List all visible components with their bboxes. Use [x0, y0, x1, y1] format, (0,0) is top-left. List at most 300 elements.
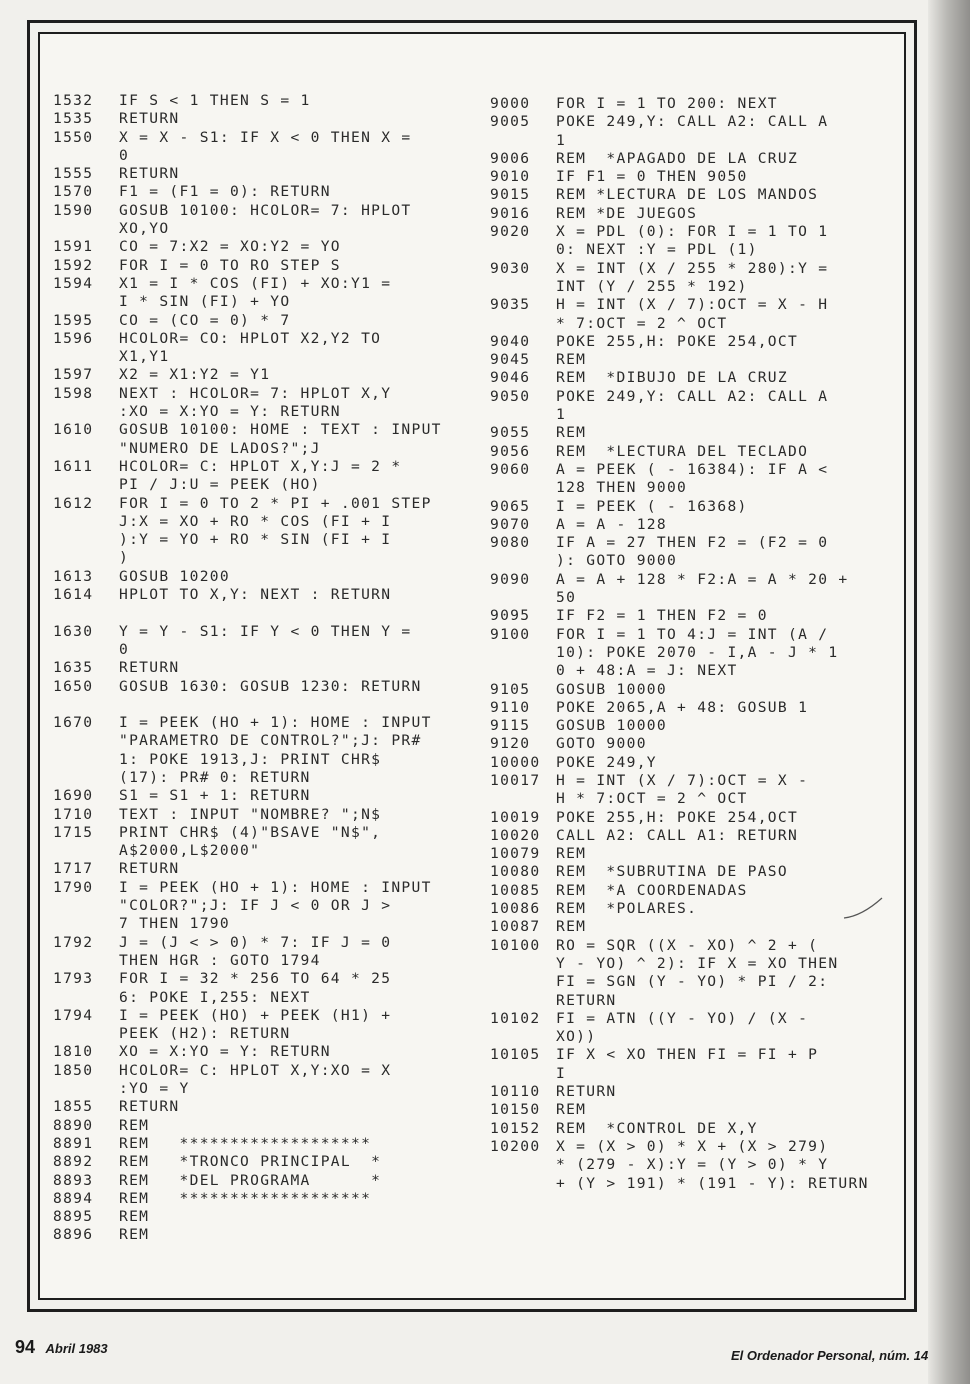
line-number: 1690: [53, 787, 94, 805]
line-number: 1630: [53, 622, 94, 640]
code-text: ):Y = YO + RO * SIN (FI + I: [119, 531, 392, 549]
line-number: 9080: [490, 534, 531, 552]
line-number: 1612: [53, 494, 94, 512]
code-line: [490, 1156, 869, 1174]
code-text: X = INT (X / 255 * 280):Y =: [556, 259, 829, 277]
code-text: IF X < XO THEN FI = FI + P: [556, 1046, 819, 1064]
code-line: [490, 534, 869, 552]
code-text: X = X - S1: IF X < 0 THEN X =: [119, 128, 412, 146]
code-text: REM: [556, 1101, 587, 1119]
code-text: * 7:OCT = 2 ^ OCT: [556, 314, 728, 332]
code-text: PRINT CHR$ (4)"BSAVE "N$",: [119, 823, 382, 841]
line-number: 10200: [490, 1137, 541, 1155]
code-line: [490, 479, 869, 497]
code-text: GOSUB 10100: HOME : TEXT : INPUT: [119, 421, 442, 439]
line-number: 1790: [53, 878, 94, 896]
code-text: INT (Y / 255 * 192): [556, 277, 748, 295]
code-line: [53, 1117, 442, 1135]
code-line: [490, 973, 869, 991]
line-number: 8890: [53, 1116, 94, 1134]
code-line: [490, 918, 869, 936]
code-text: POKE 255,H: POKE 254,OCT: [556, 332, 799, 350]
code-text: IF S < 1 THEN S = 1: [119, 92, 311, 109]
code-text: XO)): [556, 1028, 597, 1046]
code-text: (17): PR# 0: RETURN: [119, 768, 311, 786]
code-line: [490, 498, 869, 516]
code-line: [490, 388, 869, 406]
listing-column-left: [53, 92, 442, 1245]
line-number: 1855: [53, 1098, 94, 1116]
code-text: REM *******************: [119, 1189, 372, 1207]
line-number: 1532: [53, 92, 94, 109]
line-number: 10020: [490, 826, 541, 844]
code-text: 1: POKE 1913,J: PRINT CHR$: [119, 750, 382, 768]
code-line: [53, 860, 442, 878]
code-line: [53, 952, 442, 970]
code-line: [490, 571, 869, 589]
line-number: 9100: [490, 625, 531, 643]
code-text: RETURN: [119, 110, 180, 128]
line-number: 1591: [53, 238, 94, 256]
code-text: PEEK (H2): RETURN: [119, 1025, 291, 1043]
line-number: 10017: [490, 771, 541, 789]
line-number: 10087: [490, 918, 541, 936]
line-number: 9115: [490, 717, 531, 735]
code-line: [53, 806, 442, 824]
code-line: [53, 312, 442, 330]
code-line: [490, 1046, 869, 1064]
code-line: [490, 516, 869, 534]
code-text: XO = X:YO = Y: RETURN: [119, 1043, 331, 1061]
line-number: 10019: [490, 808, 541, 826]
code-text: REM: [556, 918, 587, 936]
line-number: 8895: [53, 1208, 94, 1226]
line-number: 1810: [53, 1043, 94, 1061]
code-text: J:X = XO + RO * COS (FI + I: [119, 512, 392, 530]
code-line: [53, 1080, 442, 1098]
code-line: [490, 900, 869, 918]
code-text: X = PDL (0): FOR I = 1 TO 1: [556, 223, 829, 241]
code-line: [490, 735, 869, 753]
line-number: 10000: [490, 753, 541, 771]
code-line: [53, 604, 442, 622]
code-line: [53, 1190, 442, 1208]
code-text: IF F1 = 0 THEN 9050: [556, 168, 748, 186]
code-line: [490, 424, 869, 442]
code-line: [53, 678, 442, 696]
code-line: [53, 220, 442, 238]
line-number: 1610: [53, 421, 94, 439]
code-line: [490, 296, 869, 314]
code-text: "PARAMETRO DE CONTROL?";J: PR#: [119, 732, 422, 750]
code-line: [53, 403, 442, 421]
code-text: IF A = 27 THEN F2 = (F2 = 0: [556, 534, 829, 552]
code-text: S1 = S1 + 1: RETURN: [119, 787, 311, 805]
code-text: REM: [119, 1226, 150, 1244]
code-text: GOSUB 10000: [556, 717, 667, 735]
code-text: F1 = (F1 = 0): RETURN: [119, 183, 331, 201]
code-line: [490, 882, 869, 900]
code-line: [490, 754, 869, 772]
line-number: 10086: [490, 900, 541, 918]
code-text: POKE 255,H: POKE 254,OCT: [556, 808, 799, 826]
line-number: 10080: [490, 863, 541, 881]
code-line: [490, 607, 869, 625]
code-text: REM *TRONCO PRINCIPAL *: [119, 1153, 382, 1171]
line-number: 1650: [53, 677, 94, 695]
code-line: [53, 696, 442, 714]
code-text: "COLOR?";J: IF J < 0 OR J >: [119, 897, 392, 915]
line-number: 9090: [490, 570, 531, 588]
code-line: [53, 513, 442, 531]
line-number: 1715: [53, 823, 94, 841]
code-text: 0 + 48:A = J: NEXT: [556, 662, 738, 680]
code-line: [53, 641, 442, 659]
line-number: 10105: [490, 1046, 541, 1064]
code-line: [490, 369, 869, 387]
line-number: 9005: [490, 113, 531, 131]
code-line: [490, 1138, 869, 1156]
code-text: REM *******************: [119, 1134, 372, 1152]
code-text: REM: [119, 1116, 150, 1134]
line-number: 1595: [53, 311, 94, 329]
code-line: [490, 113, 869, 131]
line-number: 9060: [490, 460, 531, 478]
code-text: THEN HGR : GOTO 1794: [119, 951, 321, 969]
code-text: XO,YO: [119, 220, 170, 238]
code-text: Y - YO) ^ 2): IF X = XO THEN: [556, 954, 839, 972]
code-line: [490, 863, 869, 881]
line-number: 9020: [490, 223, 531, 241]
code-line: [490, 95, 869, 113]
code-line: [490, 278, 869, 296]
code-text: :XO = X:YO = Y: RETURN: [119, 403, 341, 421]
footer-left: [15, 1337, 108, 1358]
code-line: [490, 315, 869, 333]
code-text: REM: [556, 351, 587, 369]
code-text: GOTO 9000: [556, 735, 647, 753]
code-text: X2 = X1:Y2 = Y1: [119, 366, 271, 384]
line-number: 1598: [53, 384, 94, 402]
code-line: [53, 147, 442, 165]
line-number: 1670: [53, 714, 94, 732]
code-line: [490, 699, 869, 717]
code-line: [490, 552, 869, 570]
line-number: 9095: [490, 607, 531, 625]
code-line: [53, 1062, 442, 1080]
code-line: [490, 790, 869, 808]
code-line: [53, 440, 442, 458]
code-text: REM *SUBRUTINA DE PASO: [556, 863, 788, 881]
code-text: REM *POLARES.: [556, 900, 698, 918]
code-line: [490, 809, 869, 827]
code-text: H = INT (X / 7):OCT = X - H: [556, 296, 829, 314]
code-text: I = PEEK (HO + 1): HOME : INPUT: [119, 714, 432, 732]
code-text: FOR I = 32 * 256 TO 64 * 25: [119, 970, 392, 988]
code-line: [53, 659, 442, 677]
code-text: IF F2 = 1 THEN F2 = 0: [556, 607, 768, 625]
line-number: 1594: [53, 274, 94, 292]
code-line: [53, 732, 442, 750]
code-text: POKE 249,Y: CALL A2: CALL A: [556, 113, 829, 131]
code-text: I * SIN (FI) + YO: [119, 293, 291, 311]
code-line: [490, 644, 869, 662]
code-text: RO = SQR ((X - XO) ^ 2 + (: [556, 936, 819, 954]
line-number: 10102: [490, 1009, 541, 1027]
code-text: POKE 249,Y: [556, 753, 657, 771]
line-number: 9010: [490, 168, 531, 186]
code-line: [490, 150, 869, 168]
code-line: [490, 1028, 869, 1046]
code-line: [490, 681, 869, 699]
code-text: I = PEEK (HO + 1): HOME : INPUT: [119, 878, 432, 896]
line-number: 9046: [490, 369, 531, 387]
code-text: HCOLOR= C: HPLOT X,Y:XO = X: [119, 1061, 392, 1079]
line-number: 1793: [53, 970, 94, 988]
code-line: [53, 751, 442, 769]
line-number: 9070: [490, 515, 531, 533]
line-number: 1611: [53, 457, 94, 475]
code-text: HCOLOR= CO: HPLOT X2,Y2 TO: [119, 329, 382, 347]
code-text: J = (J < > 0) * 7: IF J = 0: [119, 933, 392, 951]
line-number: 1613: [53, 567, 94, 585]
line-number: 1535: [53, 110, 94, 128]
code-line: [53, 1098, 442, 1116]
code-text: HCOLOR= C: HPLOT X,Y:J = 2 *: [119, 457, 402, 475]
code-line: [53, 366, 442, 384]
line-number: 9120: [490, 735, 531, 753]
code-line: [53, 458, 442, 476]
code-line: [53, 110, 442, 128]
code-text: REM *APAGADO DE LA CRUZ: [556, 149, 799, 167]
code-text: REM *CONTROL DE X,Y: [556, 1119, 758, 1137]
line-number: 1635: [53, 659, 94, 677]
code-line: [53, 970, 442, 988]
code-line: [53, 549, 442, 567]
code-line: [53, 915, 442, 933]
page-binding-shadow: [928, 0, 970, 1384]
line-number: 9105: [490, 680, 531, 698]
line-number: 10100: [490, 936, 541, 954]
line-number: 1850: [53, 1061, 94, 1079]
line-number: 9006: [490, 149, 531, 167]
code-text: RETURN: [556, 1083, 617, 1101]
line-number: 10150: [490, 1101, 541, 1119]
line-number: 9000: [490, 95, 531, 112]
code-line: [53, 1043, 442, 1061]
code-line: [490, 443, 869, 461]
line-number: 1614: [53, 586, 94, 604]
code-text: X = (X > 0) * X + (X > 279): [556, 1137, 829, 1155]
code-line: [490, 241, 869, 259]
line-number: 10079: [490, 845, 541, 863]
code-line: [490, 406, 869, 424]
code-line: [490, 333, 869, 351]
code-text: 50: [556, 589, 577, 607]
page-number: 94: [15, 1337, 36, 1357]
code-line: [490, 772, 869, 790]
code-text: POKE 249,Y: CALL A2: CALL A: [556, 387, 829, 405]
line-number: 1597: [53, 366, 94, 384]
code-line: [53, 1172, 442, 1190]
code-text: RETURN: [119, 860, 180, 878]
code-line: [53, 275, 442, 293]
code-line: [53, 842, 442, 860]
line-number: 8896: [53, 1226, 94, 1244]
code-line: [490, 827, 869, 845]
code-line: [490, 1120, 869, 1138]
line-number: 9056: [490, 442, 531, 460]
code-line: [53, 1007, 442, 1025]
code-line: [490, 955, 869, 973]
code-line: [53, 769, 442, 787]
code-line: [490, 626, 869, 644]
line-number: 9030: [490, 259, 531, 277]
line-number: 9040: [490, 332, 531, 350]
code-line: [53, 92, 442, 110]
line-number: 10085: [490, 881, 541, 899]
code-text: 128 THEN 9000: [556, 479, 688, 497]
line-number: 1794: [53, 1006, 94, 1024]
line-number: 1792: [53, 933, 94, 951]
magazine-name: El Ordenador Personal, núm. 14: [731, 1348, 929, 1363]
code-line: [53, 476, 442, 494]
code-text: HPLOT TO X,Y: NEXT : RETURN: [119, 586, 392, 604]
line-number: 1596: [53, 329, 94, 347]
code-text: H = INT (X / 7):OCT = X -: [556, 771, 809, 789]
code-text: 10): POKE 2070 - I,A - J * 1: [556, 643, 839, 661]
line-number: 1570: [53, 183, 94, 201]
code-line: [53, 183, 442, 201]
code-text: :YO = Y: [119, 1080, 190, 1098]
code-text: REM: [119, 1208, 150, 1226]
code-line: [53, 165, 442, 183]
code-text: I: [556, 1064, 567, 1082]
line-number: 1710: [53, 805, 94, 823]
code-line: [53, 293, 442, 311]
line-number: 1592: [53, 256, 94, 274]
code-line: [53, 1025, 442, 1043]
code-line: [53, 714, 442, 732]
code-line: [53, 1135, 442, 1153]
code-text: REM *DEL PROGRAMA *: [119, 1171, 382, 1189]
line-number: 1590: [53, 201, 94, 219]
code-text: CO = (CO = 0) * 7: [119, 311, 291, 329]
code-text: PI / J:U = PEEK (HO): [119, 476, 321, 494]
code-line: [490, 351, 869, 369]
code-text: X1 = I * COS (FI) + XO:Y1 =: [119, 274, 392, 292]
issue-date: Abril 1983: [45, 1341, 108, 1356]
line-number: 1555: [53, 165, 94, 183]
code-line: [490, 1101, 869, 1119]
code-line: [53, 238, 442, 256]
line-number: 9035: [490, 296, 531, 314]
code-text: FOR I = 0 TO RO STEP S: [119, 256, 341, 274]
code-line: [53, 824, 442, 842]
code-text: ): GOTO 9000: [556, 552, 678, 570]
code-text: A = PEEK ( - 16384): IF A <: [556, 460, 829, 478]
code-text: + (Y > 191) * (191 - Y): RETURN: [556, 1174, 869, 1192]
line-number: 9015: [490, 186, 531, 204]
code-line: [53, 1153, 442, 1171]
code-text: FOR I = 1 TO 4:J = INT (A /: [556, 625, 829, 643]
line-number: 9055: [490, 424, 531, 442]
code-line: [490, 260, 869, 278]
code-line: [490, 168, 869, 186]
code-text: A$2000,L$2000": [119, 842, 261, 860]
code-text: Y = Y - S1: IF Y < 0 THEN Y =: [119, 622, 412, 640]
line-number: 9110: [490, 698, 531, 716]
line-number: 9045: [490, 351, 531, 369]
code-text: POKE 2065,A + 48: GOSUB 1: [556, 698, 809, 716]
code-text: REM: [556, 845, 587, 863]
code-line: [490, 1175, 869, 1193]
code-text: FOR I = 0 TO 2 * PI + .001 STEP: [119, 494, 432, 512]
code-text: REM *LECTURA DE LOS MANDOS: [556, 186, 819, 204]
code-line: [490, 992, 869, 1010]
code-line: [53, 330, 442, 348]
code-line: [53, 1208, 442, 1226]
code-line: [490, 662, 869, 680]
code-text: RETURN: [119, 165, 180, 183]
code-line: [490, 205, 869, 223]
code-text: "NUMERO DE LADOS?";J: [119, 439, 321, 457]
line-number: 9050: [490, 387, 531, 405]
code-line: [53, 568, 442, 586]
code-line: [490, 937, 869, 955]
code-text: 0: [119, 640, 130, 658]
code-text: CO = 7:X2 = XO:Y2 = YO: [119, 238, 341, 256]
code-text: 1: [556, 406, 567, 424]
listing-column-right: [490, 95, 869, 1193]
code-text: RETURN: [119, 1098, 180, 1116]
code-text: RETURN: [119, 659, 180, 677]
code-line: [53, 385, 442, 403]
line-number: 8893: [53, 1171, 94, 1189]
code-text: NEXT : HCOLOR= 7: HPLOT X,Y: [119, 384, 392, 402]
code-text: GOSUB 1630: GOSUB 1230: RETURN: [119, 677, 422, 695]
code-line: [490, 589, 869, 607]
code-line: [53, 989, 442, 1007]
code-text: REM: [556, 424, 587, 442]
code-text: H * 7:OCT = 2 ^ OCT: [556, 790, 748, 808]
line-number: 9065: [490, 497, 531, 515]
code-line: [53, 1226, 442, 1244]
code-text: ): [119, 549, 130, 567]
code-line: [490, 1065, 869, 1083]
code-text: REM *DIBUJO DE LA CRUZ: [556, 369, 788, 387]
code-line: [53, 787, 442, 805]
code-text: A = A + 128 * F2:A = A * 20 +: [556, 570, 849, 588]
line-number: 8891: [53, 1134, 94, 1152]
code-text: 0: [119, 146, 130, 164]
code-text: * (279 - X):Y = (Y > 0) * Y: [556, 1156, 829, 1174]
code-text: FI = SGN (Y - YO) * PI / 2:: [556, 973, 829, 991]
code-text: A = A - 128: [556, 515, 667, 533]
code-text: I = PEEK (HO) + PEEK (H1) +: [119, 1006, 392, 1024]
code-line: [490, 186, 869, 204]
code-line: [490, 845, 869, 863]
code-line: [53, 495, 442, 513]
code-text: TEXT : INPUT "NOMBRE? ";N$: [119, 805, 382, 823]
code-text: I = PEEK ( - 16368): [556, 497, 748, 515]
code-text: 7 THEN 1790: [119, 915, 230, 933]
line-number: 9016: [490, 204, 531, 222]
code-line: [490, 1010, 869, 1028]
code-line: [53, 129, 442, 147]
code-line: [53, 623, 442, 641]
code-text: REM *A COORDENADAS: [556, 881, 748, 899]
